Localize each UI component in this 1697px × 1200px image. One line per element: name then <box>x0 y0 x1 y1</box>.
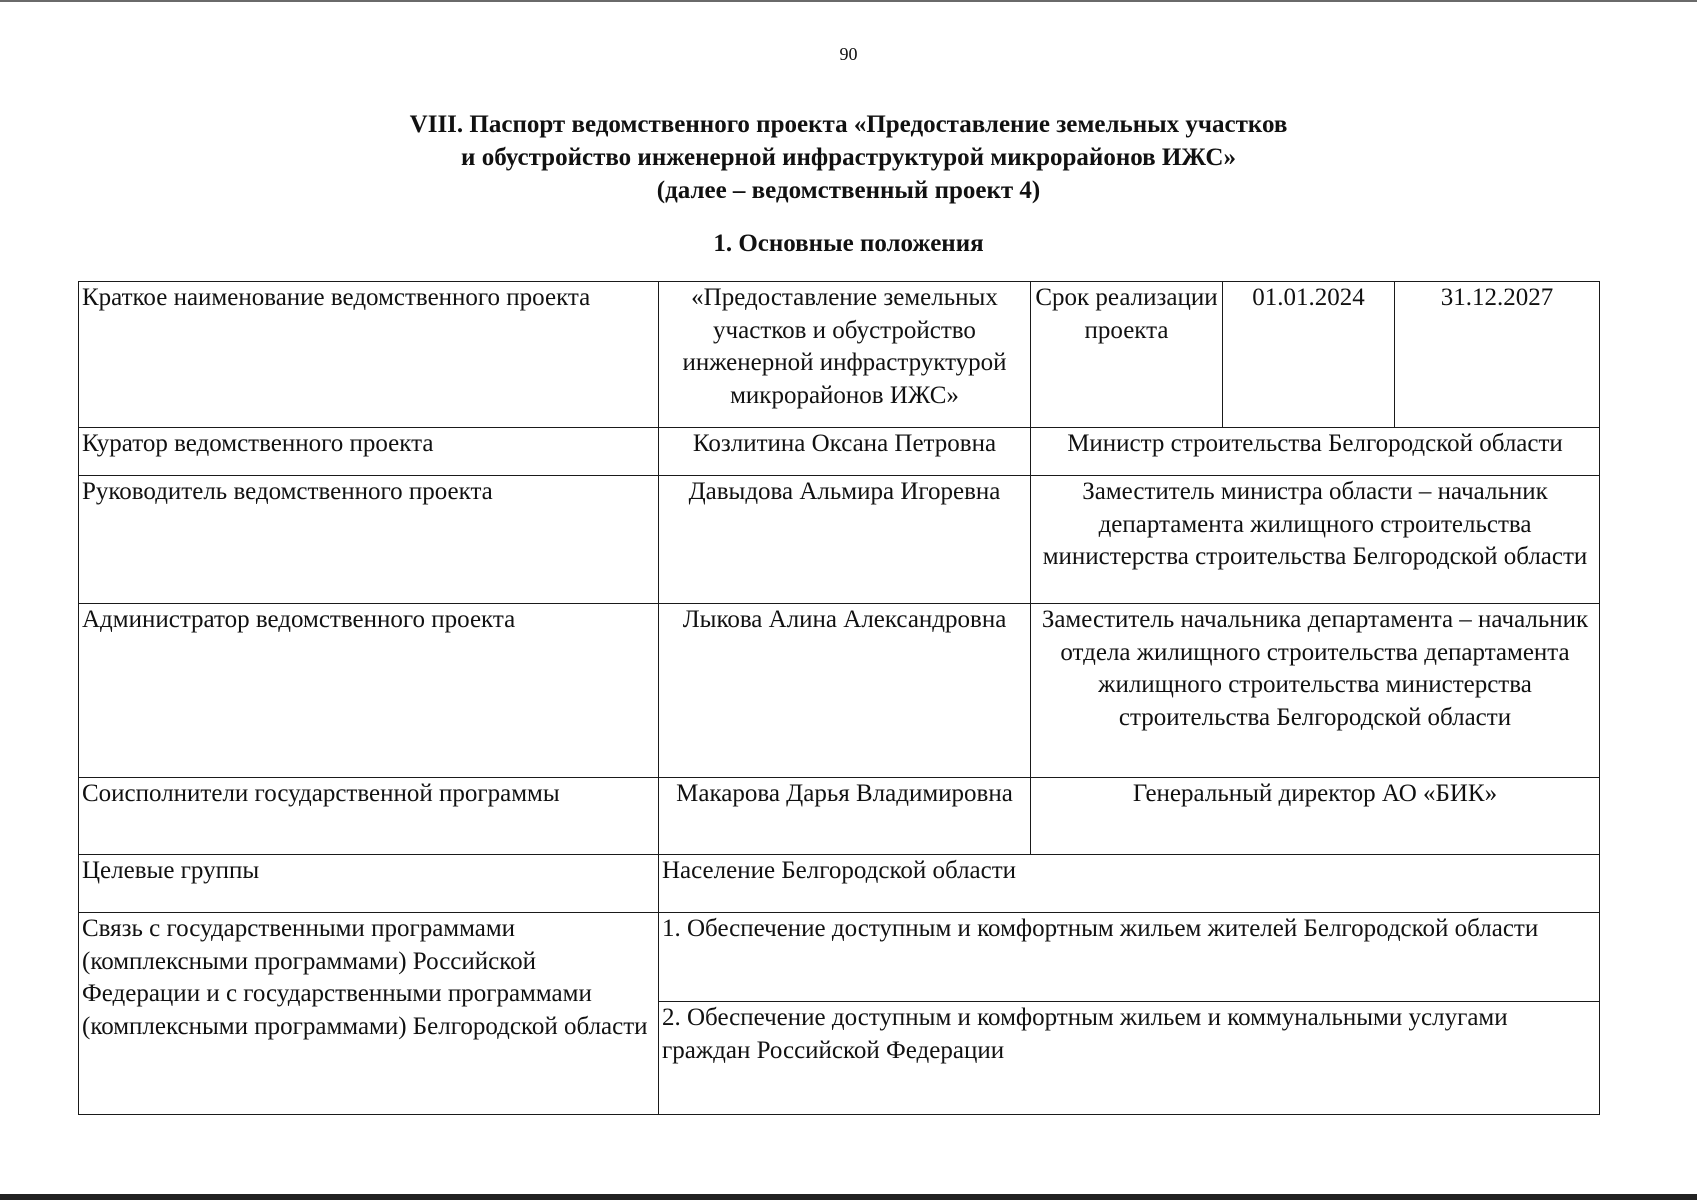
table-row-administrator <box>79 604 1600 778</box>
title-line-3: (далее – ведомственный проект 4) <box>656 177 1041 204</box>
short-name-label: Краткое наименование ведомственного проекта <box>79 282 659 428</box>
page-number: 90 <box>839 44 858 64</box>
head-label: Руководитель ведомственного проекта <box>79 476 659 604</box>
top-rule <box>0 0 1697 2</box>
table-row-curator <box>79 428 1600 476</box>
program-item-1: 1. Обеспечение доступным и комфортным жильем жителей Белгородской области <box>659 913 1600 1002</box>
table-row-programs <box>79 913 1600 1002</box>
target-groups-label: Целевые группы <box>79 855 659 913</box>
program-item-2: 2. Обеспечение доступным и комфортным жильем и коммунальными услугами граждан Российской Федерации <box>659 1002 1600 1115</box>
head-name: Давыдова Альмира Игоревна <box>659 476 1031 604</box>
passport-table <box>78 281 1600 1115</box>
programs-label: Связь с государственными программами (комплексными программами) Российской Федерации и с государственными программами (комплексными программами) Белгородской области <box>79 913 659 1115</box>
short-name-value: «Предоставление земельных участков и обустройство инженерной инфраструктурой микрорайонов ИЖС» <box>659 282 1031 428</box>
table-row-co-executors <box>79 778 1600 855</box>
bottom-rule <box>0 1194 1697 1200</box>
section-title: 1. Основные положения <box>713 230 984 257</box>
page-title <box>0 108 1697 207</box>
curator-name: Козлитина Оксана Петровна <box>659 428 1031 476</box>
curator-position: Министр строительства Белгородской области <box>1031 428 1600 476</box>
table-row-short-name <box>79 282 1600 428</box>
administrator-label: Администратор ведомственного проекта <box>79 604 659 778</box>
co-executors-position: Генеральный директор АО «БИК» <box>1031 778 1600 855</box>
administrator-position: Заместитель начальника департамента – начальник отдела жилищного строительства департамента жилищного строительства министерства строительства Белгородской области <box>1031 604 1600 778</box>
title-line-1: VIII. Паспорт ведомственного проекта «Предоставление земельных участков <box>409 111 1288 138</box>
head-position: Заместитель министра области – начальник департамента жилищного строительства министерства строительства Белгородской области <box>1031 476 1600 604</box>
target-groups-value: Население Белгородской области <box>659 855 1600 913</box>
term-label: Срок реализации проекта <box>1031 282 1223 428</box>
co-executors-name: Макарова Дарья Владимировна <box>659 778 1031 855</box>
co-executors-label: Соисполнители государственной программы <box>79 778 659 855</box>
table-row-target-groups <box>79 855 1600 913</box>
title-line-2: и обустройство инженерной инфраструктурой микрорайонов ИЖС» <box>461 144 1236 171</box>
administrator-name: Лыкова Алина Александровна <box>659 604 1031 778</box>
curator-label: Куратор ведомственного проекта <box>79 428 659 476</box>
start-date: 01.01.2024 <box>1223 282 1395 428</box>
table-row-head <box>79 476 1600 604</box>
end-date: 31.12.2027 <box>1395 282 1600 428</box>
